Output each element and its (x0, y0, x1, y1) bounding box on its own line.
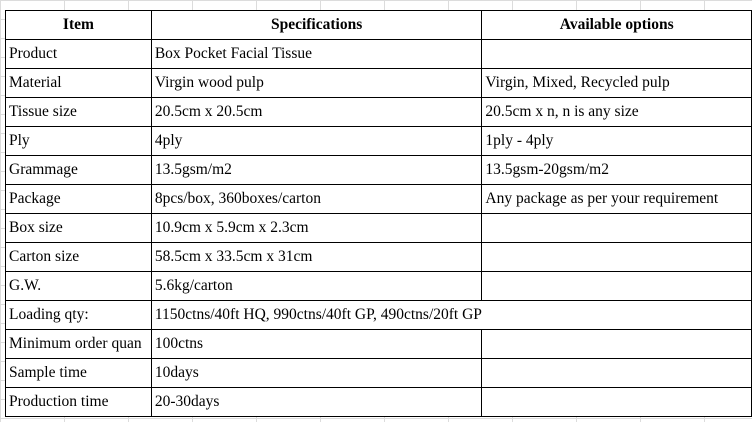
cell-option[interactable] (482, 243, 752, 272)
cell-item[interactable]: Tissue size (6, 98, 152, 127)
cell-spec[interactable]: 10.9cm x 5.9cm x 2.3cm (151, 214, 482, 243)
header-item[interactable]: Item (6, 11, 152, 40)
cell-spec[interactable]: 8pcs/box, 360boxes/carton (151, 185, 482, 214)
cell-item[interactable]: Ply (6, 127, 152, 156)
cell-item[interactable]: Box size (6, 214, 152, 243)
table-row (6, 185, 752, 214)
cell-option[interactable]: 1ply - 4ply (482, 127, 752, 156)
cell-option[interactable] (482, 40, 752, 69)
cell-item[interactable]: Material (6, 69, 152, 98)
table-row (6, 243, 752, 272)
cell-option[interactable] (482, 388, 752, 417)
cell-spec[interactable]: 13.5gsm/m2 (151, 156, 482, 185)
table-row (6, 156, 752, 185)
cell-spec[interactable]: 5.6kg/carton (151, 272, 482, 301)
table-row (6, 98, 752, 127)
cell-item[interactable]: Loading qty: (6, 301, 152, 330)
cell-option[interactable] (482, 214, 752, 243)
cell-item[interactable]: Sample time (6, 359, 152, 388)
table-row (6, 388, 752, 417)
cell-spec[interactable]: 10days (151, 359, 482, 388)
cell-spec[interactable]: Virgin wood pulp (151, 69, 482, 98)
cell-item[interactable]: Product (6, 40, 152, 69)
cell-option[interactable] (482, 359, 752, 388)
header-row (6, 11, 752, 40)
header-specifications[interactable]: Specifications (151, 11, 482, 40)
cell-option[interactable]: Virgin, Mixed, Recycled pulp (482, 69, 752, 98)
cell-item[interactable]: Carton size (6, 243, 152, 272)
cell-spec[interactable]: 1150ctns/40ft HQ, 990ctns/40ft GP, 490ctns/20ft GP (151, 301, 482, 330)
cell-item[interactable]: Grammage (6, 156, 152, 185)
specification-table (5, 10, 752, 417)
cell-option[interactable] (482, 272, 752, 301)
cell-item[interactable]: G.W. (6, 272, 152, 301)
table-row (6, 359, 752, 388)
table-row (6, 40, 752, 69)
cell-option[interactable] (482, 330, 752, 359)
cell-spec[interactable]: 20.5cm x 20.5cm (151, 98, 482, 127)
table-row (6, 301, 752, 330)
cell-spec[interactable]: 100ctns (151, 330, 482, 359)
table-row (6, 214, 752, 243)
cell-option[interactable]: 13.5gsm-20gsm/m2 (482, 156, 752, 185)
cell-spec[interactable]: 4ply (151, 127, 482, 156)
table-row (6, 127, 752, 156)
cell-item[interactable]: Production time (6, 388, 152, 417)
table-row (6, 69, 752, 98)
cell-spec[interactable]: 20-30days (151, 388, 482, 417)
table-row (6, 330, 752, 359)
cell-spec[interactable]: Box Pocket Facial Tissue (151, 40, 482, 69)
cell-option[interactable] (482, 301, 752, 330)
cell-item[interactable]: Package (6, 185, 152, 214)
cell-option[interactable]: 20.5cm x n, n is any size (482, 98, 752, 127)
header-available-options[interactable]: Available options (482, 11, 752, 40)
table-row (6, 272, 752, 301)
cell-item[interactable]: Minimum order quan (6, 330, 152, 359)
cell-option[interactable]: Any package as per your requirement (482, 185, 752, 214)
cell-spec[interactable]: 58.5cm x 33.5cm x 31cm (151, 243, 482, 272)
